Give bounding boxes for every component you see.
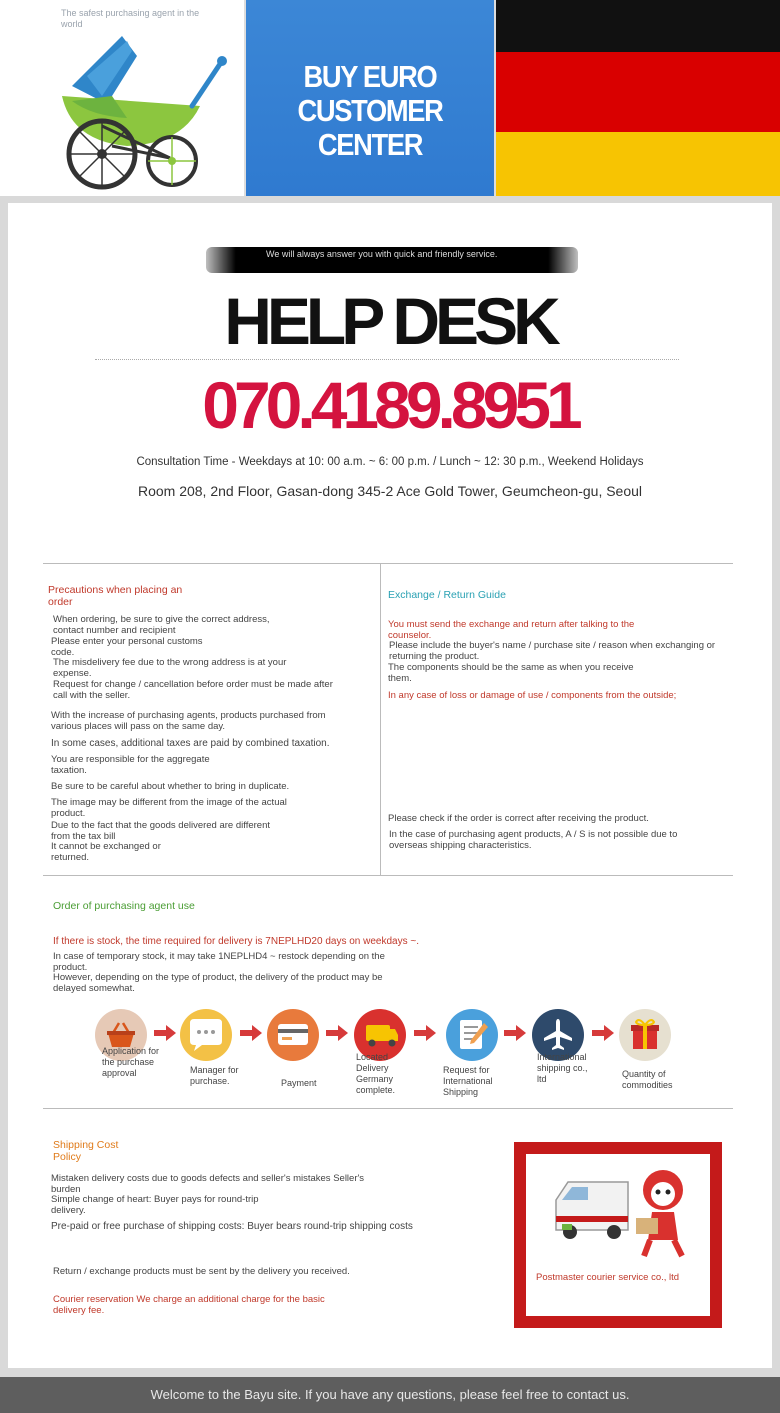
exchange-item: In the case of purchasing agent products, A / S is not possible due to overseas shipping characteristics. (389, 829, 678, 851)
footer-bar: Welcome to the Bayu site. If you have any questions, please feel free to contact us. (0, 1377, 780, 1413)
precaution-item: Be sure to be careful about whether to bring in duplicate. (51, 781, 290, 792)
tagline: The safest purchasing agent in the world (61, 8, 200, 29)
step-label: Located Delivery Germany complete. (356, 1052, 396, 1095)
exchange-title: Exchange / Return Guide (388, 589, 506, 601)
precautions-title: Precautions when placing an order (48, 584, 183, 608)
exchange-item: You must send the exchange and return after talking to the counselor. (388, 619, 635, 641)
flag-stripe-black (496, 0, 780, 52)
shipping-title: Shipping Cost Policy (53, 1139, 119, 1163)
card-icon (267, 1009, 319, 1061)
step-label: Payment (281, 1078, 317, 1088)
answer-banner (206, 247, 578, 273)
step-7 (619, 1009, 671, 1061)
step-2 (180, 1009, 232, 1061)
arrow-right-icon (592, 1025, 614, 1041)
arrow-right-icon (414, 1025, 436, 1041)
divider (95, 359, 679, 360)
precaution-item: In some cases, additional taxes are paid by combined taxation. (51, 738, 330, 749)
precaution-item: You are responsible for the aggregate taxation. (51, 754, 210, 776)
banner-title-line2: CUSTOMER CENTER (297, 93, 443, 162)
courier-mascot-icon (548, 1160, 698, 1260)
temp-stock-note: In case of temporary stock, it may take 1NEPLHD4 ~ restock depending on the product. (53, 951, 385, 973)
step-label: Quantity of commodities (622, 1069, 673, 1090)
logo-cell (0, 0, 244, 196)
banner-title-line1: BUY EURO (303, 59, 437, 94)
chat-bubble-icon (180, 1009, 232, 1061)
precaution-item: The image may be different from the image of the actual product. (51, 797, 287, 819)
help-desk-title: HELP DESK (224, 284, 556, 358)
flag-stripe-red (496, 52, 780, 132)
shipping-item: Mistaken delivery costs due to goods defects and seller's mistakes Seller's burden (51, 1173, 365, 1195)
exchange-item: The components should be the same as when you receive them. (388, 662, 634, 684)
customer-center-banner (246, 0, 494, 196)
courier-name: Postmaster courier service co., ltd (536, 1272, 680, 1283)
delay-note: However, depending on the type of product, the delivery of the product may be delayed somewhat. (53, 972, 383, 994)
courier-box (514, 1142, 722, 1328)
flag-stripe-gold (496, 132, 780, 196)
step-3 (267, 1009, 319, 1061)
precaution-item: Due to the fact that the goods delivered are different from the tax bill (51, 820, 270, 842)
shipping-item: Pre-paid or free purchase of shipping costs: Buyer bears round-trip shipping costs (51, 1221, 413, 1232)
step-label: Application for the purchase approval (102, 1046, 160, 1078)
office-address: Room 208, 2nd Floor, Gasan-dong 345-2 Ace Gold Tower, Geumcheon-gu, Seoul (137, 483, 643, 499)
precaution-item: Request for change / cancellation before order must be made after call with the seller. (53, 679, 333, 701)
stroller-logo-icon (52, 26, 232, 194)
arrow-right-icon (240, 1025, 262, 1041)
divider (43, 563, 733, 564)
phone-number[interactable]: 070.4189.8951 (202, 368, 578, 442)
gift-icon (619, 1009, 671, 1061)
consultation-time: Consultation Time - Weekdays at 10: 00 a.m. ~ 6: 00 p.m. / Lunch ~ 12: 30 p.m., Weekend Holidays (136, 456, 644, 468)
stock-note: If there is stock, the time required for delivery is 7NEPLHD20 days on weekdays ~. (53, 936, 420, 947)
precaution-item: With the increase of purchasing agents, products purchased from various places will pass on the same day. (51, 710, 326, 732)
divider (43, 1108, 733, 1109)
exchange-item: Please include the buyer's name / purchase site / reason when exchanging or returning the product. (389, 640, 716, 662)
precaution-item: The misdelivery fee due to the wrong address is at your expense. (53, 657, 287, 679)
precaution-item: It cannot be exchanged or returned. (51, 841, 161, 863)
form-icon (446, 1009, 498, 1061)
step-label: Request for International Shipping (443, 1065, 493, 1097)
arrow-right-icon (326, 1025, 348, 1041)
shipping-item: Courier reservation We charge an additional charge for the basic delivery fee. (53, 1294, 325, 1316)
shipping-item: Return / exchange products must be sent by the delivery you received. (53, 1266, 350, 1277)
order-title: Order of purchasing agent use (53, 900, 195, 912)
divider (43, 875, 733, 876)
exchange-item: In any case of loss or damage of use / components from the outside; (388, 690, 677, 701)
answer-banner-text: We will always answer you with quick and friendly service. (266, 249, 498, 259)
precaution-item: Please enter your personal customs code. (51, 636, 203, 658)
germany-flag (496, 0, 780, 196)
top-banner (0, 0, 780, 196)
exchange-item: Please check if the order is correct after receiving the product. (388, 813, 649, 824)
help-desk-card (8, 203, 772, 1368)
shipping-item: Simple change of heart: Buyer pays for round-trip delivery. (51, 1194, 259, 1216)
arrow-right-icon (504, 1025, 526, 1041)
divider (380, 563, 381, 875)
step-5 (446, 1009, 498, 1061)
arrow-right-icon (154, 1025, 176, 1041)
precaution-item: When ordering, be sure to give the correct address, contact number and recipient (53, 614, 270, 636)
step-label: Manager for purchase. (190, 1065, 239, 1086)
step-label: International shipping co., ltd (537, 1052, 588, 1084)
